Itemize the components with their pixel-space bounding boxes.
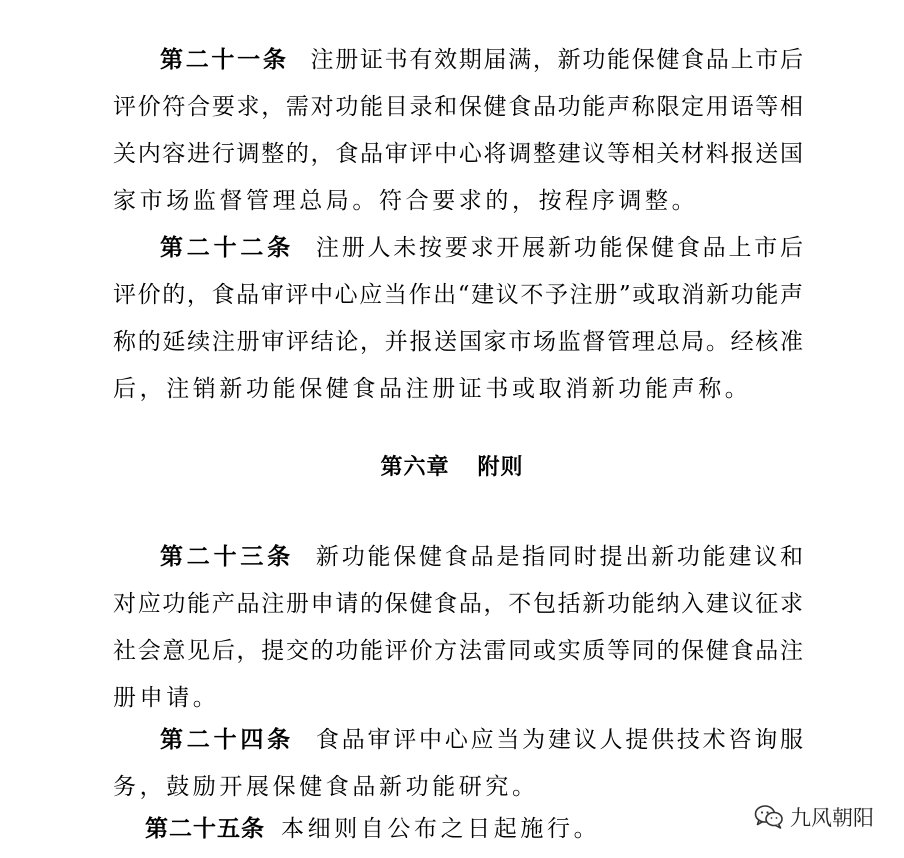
article-23-text-1: 新功能保健食品是指同时提出新功能建议和 — [315, 544, 804, 570]
article-23-line-3: 社会意见后，提交的功能评价方法雷同或实质等同的保健食品注 — [113, 638, 803, 664]
article-22-line-2: 评价的，食品审评中心应当作出“建议不予注册”或取消新功能声 — [113, 282, 803, 308]
article-21-first-line — [113, 45, 803, 75]
article-23-line-2: 对应功能产品注册申请的保健食品，不包括新功能纳入建议征求 — [113, 591, 803, 617]
article-21-line-2: 评价符合要求，需对功能目录和保健食品功能声称限定用语等相 — [113, 94, 803, 120]
article-23-first-line — [113, 542, 803, 572]
article-21-text-1: 注册证书有效期届满，新功能保健食品上市后 — [310, 47, 804, 73]
chapter-number: 第六章 — [380, 455, 450, 480]
article-24-label: 第二十四条 — [160, 727, 294, 753]
article-22-text-1: 注册人未按要求开展新功能保健食品上市后 — [315, 235, 804, 261]
article-21-line-3: 关内容进行调整的，食品审评中心将调整建议等相关材料报送国 — [113, 141, 803, 167]
article-23-label: 第二十三条 — [160, 544, 294, 570]
article-24-first-line — [113, 725, 803, 755]
article-21-line-4: 家市场监督管理总局。符合要求的，按程序调整。 — [113, 188, 699, 214]
account-watermark — [754, 802, 874, 832]
article-22-first-line — [113, 233, 803, 263]
article-21-label: 第二十一条 — [160, 47, 289, 73]
chapter-title: 附则 — [477, 455, 524, 480]
article-22-line-3: 称的延续注册审评结论，并报送国家市场监督管理总局。经核准 — [113, 329, 803, 355]
article-25-text-1: 本细则自公布之日起施行。 — [281, 816, 601, 842]
article-23-line-4: 册申请。 — [113, 685, 220, 711]
wechat-icon — [754, 804, 784, 830]
article-24-line-2: 务，鼓励开展保健食品新功能研究。 — [113, 774, 539, 800]
article-25-line — [145, 814, 705, 844]
watermark-text: 九风朝阳 — [790, 806, 874, 830]
article-25-label: 第二十五条 — [145, 816, 265, 842]
article-22-label: 第二十二条 — [160, 235, 294, 261]
article-22-line-4: 后，注销新功能保健食品注册证书或取消新功能声称。 — [113, 376, 752, 402]
article-24-text-1: 食品审评中心应当为建议人提供技术咨询服 — [315, 727, 804, 753]
chapter-heading — [0, 453, 904, 483]
